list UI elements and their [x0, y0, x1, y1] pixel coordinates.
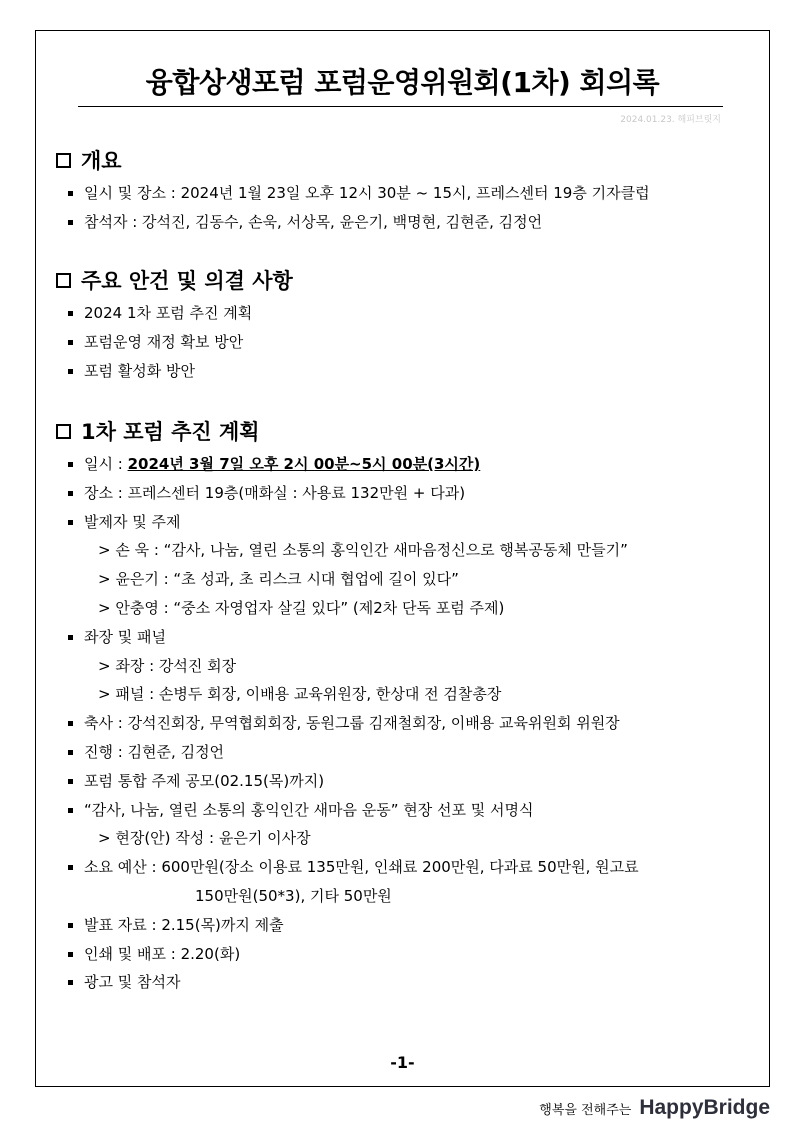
section-heading-text: 주요 안건 및 의결 사항: [81, 269, 293, 293]
date-label: 일시 :: [84, 455, 128, 473]
title-divider: [78, 106, 723, 107]
section-heading: [56, 145, 749, 175]
list-item: 소요 예산 : 600만원(장소 이용료 135만원, 인쇄료 200만원, 다과료 50만원, 원고료: [56, 853, 749, 882]
section-plan: [56, 416, 749, 997]
checkbox-square-icon: [56, 273, 71, 288]
sub-item: > 현장(안) 작성 : 윤은기 이사장: [98, 829, 311, 848]
section-heading: [56, 265, 749, 295]
section-agenda: [56, 265, 749, 385]
happybridge-logo: HappyBridge: [639, 1096, 770, 1119]
list-item: 인쇄 및 배포 : 2.20(화): [56, 940, 749, 969]
list-item: 포럼 통합 주제 공모(02.15(목)까지): [56, 767, 749, 796]
document-page: [35, 30, 770, 1087]
agenda-list: [56, 299, 749, 385]
list-item-date: [56, 450, 749, 479]
list-item: 발제자 및 주제: [56, 508, 749, 537]
list-item: 장소 : 프레스센터 19층(매화실 : 사용료 132만원 + 다과): [56, 479, 749, 508]
footer-brand: [539, 1096, 770, 1120]
list-item: 좌장 및 패널: [56, 623, 749, 652]
overview-list: [56, 179, 749, 237]
list-item: 축사 : 강석진회장, 무역협회회장, 동원그룹 김재철회장, 이배용 교육위원회 위원장: [56, 709, 749, 738]
section-heading: [56, 416, 749, 446]
list-item-continuation: 150만원(50*3), 기타 50만원: [195, 886, 392, 905]
sub-item: > 좌장 : 강석진 회장: [98, 656, 237, 675]
date-value: 2024년 3월 7일 오후 2시 00분~5시 00분(3시간): [127, 455, 481, 473]
footer-tagline: 행복을 전해주는: [539, 1102, 632, 1118]
list-item: 일시 및 장소 : 2024년 1월 23일 오후 12시 30분 ~ 15시, 프레스센터 19층 기자클럽: [56, 179, 749, 208]
section-heading-text: 1차 포럼 추진 계획: [81, 420, 260, 444]
checkbox-square-icon: [56, 153, 71, 168]
checkbox-square-icon: [56, 424, 71, 439]
sub-item: > 윤은기 : “초 성과, 초 리스크 시대 협업에 길이 있다”: [98, 570, 459, 589]
list-item: 진행 : 김현준, 김정언: [56, 738, 749, 767]
list-item: 광고 및 참석자: [56, 968, 749, 997]
page-number: -1-: [390, 1053, 415, 1072]
list-item: 포럼 활성화 방안: [56, 357, 749, 386]
list-item: 발표 자료 : 2.15(목)까지 제출: [56, 911, 749, 940]
document-meta: 2024.01.23. 해피브릿지: [620, 115, 721, 125]
plan-list: [56, 450, 749, 997]
list-item: 포럼운영 재정 확보 방안: [56, 328, 749, 357]
list-item: “감사, 나눔, 열린 소통의 홍익인간 새마음 운동” 현장 선포 및 서명식: [56, 796, 749, 825]
document-title: 융합상생포럼 포럼운영위원회(1차) 회의록: [145, 66, 660, 99]
section-heading-text: 개요: [81, 149, 122, 173]
sub-item: > 패널 : 손병두 회장, 이배용 교육위원장, 한상대 전 검찰총장: [98, 685, 502, 704]
section-overview: [56, 145, 749, 237]
list-item: 참석자 : 강석진, 김동수, 손욱, 서상목, 윤은기, 백명현, 김현준, 김정언: [56, 208, 749, 237]
sub-item: > 손 욱 : “감사, 나눔, 열린 소통의 홍익인간 새마음정신으로 행복공동체 만들기”: [98, 541, 628, 560]
sub-item: > 안충영 : “중소 자영업자 살길 있다” (제2차 단독 포럼 주제): [98, 598, 505, 617]
list-item: 2024 1차 포럼 추진 계획: [56, 299, 749, 328]
